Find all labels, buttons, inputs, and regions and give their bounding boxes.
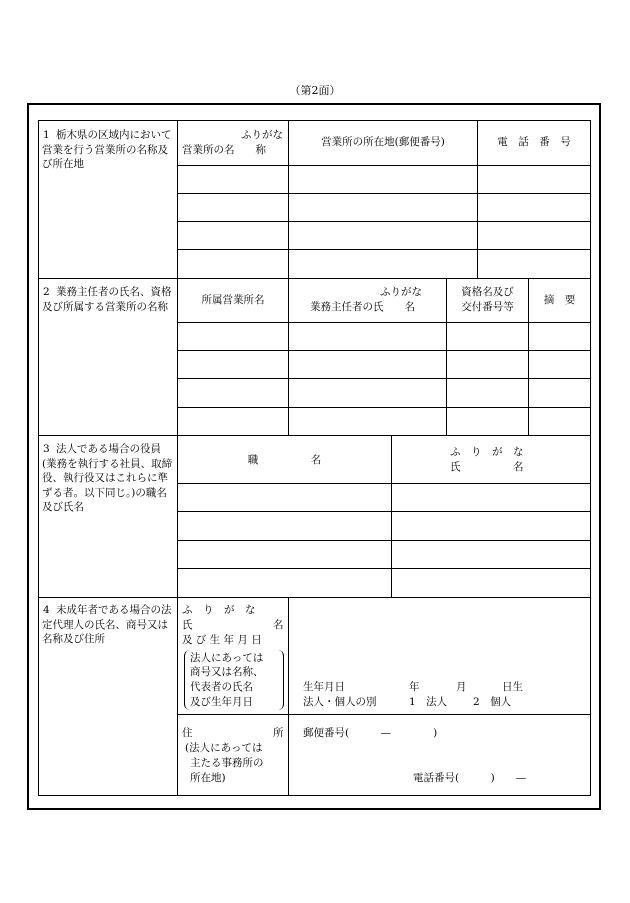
s4-name-right: 名 bbox=[273, 619, 284, 631]
s2-header-name: 業務主任者の氏 名 bbox=[310, 301, 415, 313]
s1-row-line bbox=[177, 249, 591, 250]
s1-header-phone: 電 話 番 号 bbox=[497, 136, 571, 148]
s2-label: 業務主任者の氏名、資格及び所属する営業所の名称 bbox=[42, 286, 172, 313]
s4-address-note-3: 所在地) bbox=[190, 772, 226, 784]
s4-row-line bbox=[177, 714, 591, 715]
s4-option-corporation: 1 法人 bbox=[409, 696, 448, 708]
s4-birth-date-label: 生年月日 bbox=[303, 681, 345, 693]
table-border-bottom bbox=[38, 795, 591, 796]
s4-label: 未成年者である場合の法定代理人の氏名、商号又は名称及び住所 bbox=[42, 604, 172, 645]
s4-address-right: 所 bbox=[273, 727, 284, 739]
s4-option-individual: 2 個人 bbox=[473, 696, 512, 708]
s1-row-line bbox=[177, 165, 591, 166]
s4-type-label: 法人・個人の別 bbox=[303, 696, 377, 708]
s4-phone: 電話番号( ) — bbox=[413, 772, 527, 784]
s2-col-line bbox=[288, 278, 289, 435]
s3-header-title: 職 名 bbox=[247, 454, 322, 466]
s2-header-note: 摘 要 bbox=[543, 294, 576, 306]
s4-year: 年 bbox=[409, 681, 420, 693]
s3-col-line bbox=[391, 435, 392, 597]
s4-bracket-line-1: 法人にあっては bbox=[190, 652, 264, 664]
s3-row-line bbox=[177, 540, 591, 541]
s2-number: 2 bbox=[43, 286, 50, 298]
s2-header-furigana: ふりがな bbox=[380, 286, 422, 298]
s3-header-name: 氏 名 bbox=[450, 461, 524, 473]
s4-bracket-line-3: 代表者の氏名 bbox=[190, 681, 253, 693]
s4-furigana: ふ り が な bbox=[182, 604, 256, 616]
s1-header-name: 営業所の名 称 bbox=[182, 144, 266, 156]
s1-row-line bbox=[177, 193, 591, 194]
s3-number: 3 bbox=[43, 443, 50, 455]
s2-header-qual-1: 資格名及び bbox=[461, 286, 514, 298]
s4-bracket-line-2: 商号又は名称、 bbox=[190, 666, 264, 678]
s4-birth: 及 び 生 年 月 日 bbox=[182, 634, 262, 646]
s3-row-line bbox=[177, 568, 591, 569]
section-divider-3-4 bbox=[38, 597, 591, 598]
table-border-top bbox=[38, 120, 591, 121]
s3-header-furigana: ふ り が な bbox=[450, 446, 524, 458]
s3-row-line bbox=[177, 483, 591, 484]
s2-header-qual-2: 交付番号等 bbox=[461, 301, 514, 313]
s4-bracket-line-4: 及び生年月日 bbox=[190, 696, 253, 708]
s3-label: 法人である場合の役員(業務を執行する社員、取締役、執行役又はこれらに準ずる者。以下同じ。)の職名及び氏名 bbox=[42, 443, 173, 513]
section-divider-1-2 bbox=[38, 278, 591, 279]
s1-label: 栃木県の区域内において営業を行う営業所の名称及び所在地 bbox=[42, 129, 172, 170]
s4-postal-code: 郵便番号( — ) bbox=[303, 727, 438, 739]
page-label: （第2面） bbox=[289, 84, 341, 97]
s4-month: 月 bbox=[456, 681, 467, 693]
s4-address-note-1: (法人にあっては bbox=[185, 742, 263, 754]
s3-row-line bbox=[177, 511, 591, 512]
s4-address-note-2: 主たる事務所の bbox=[190, 757, 264, 769]
s2-header-office: 所属営業所名 bbox=[201, 294, 265, 306]
s4-number: 4 bbox=[43, 604, 50, 616]
s4-address-left: 住 bbox=[182, 727, 193, 739]
s1-number: 1 bbox=[43, 129, 50, 141]
s1-header-address: 営業所の所在地(郵便番号) bbox=[321, 136, 445, 148]
table-border-left bbox=[38, 120, 39, 796]
s4-col-line bbox=[288, 597, 289, 795]
s4-name-left: 氏 bbox=[182, 619, 193, 631]
section-divider-2-3 bbox=[38, 435, 591, 436]
s4-day-born: 日生 bbox=[502, 681, 523, 693]
s1-row-line bbox=[177, 221, 591, 222]
s1-header-furigana: ふりがな bbox=[241, 129, 283, 141]
